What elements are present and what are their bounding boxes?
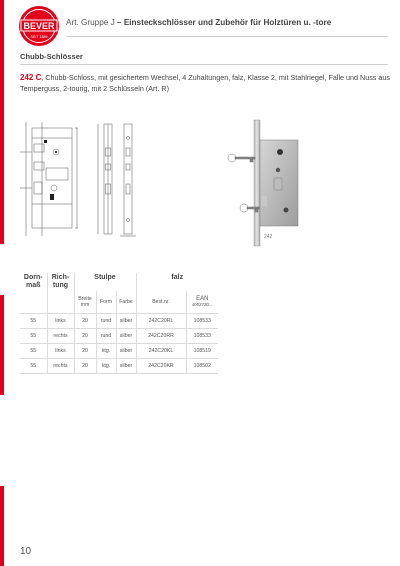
cell-dornmass: 55 <box>20 313 47 328</box>
table-row <box>20 343 218 358</box>
col-header-bestnr: Best.nr. <box>136 291 186 313</box>
section-rule <box>20 64 388 65</box>
photo-label: 242 <box>264 234 273 240</box>
cell-bestnr: 242C20RR <box>136 328 186 343</box>
cell-breite: 20 <box>74 328 96 343</box>
col-header-dornmass: Dorn-maß <box>23 274 43 289</box>
product-code: 242 C <box>20 73 42 82</box>
col-header-falz: falz <box>136 273 218 291</box>
cell-bestnr: 242C20KR <box>136 358 186 373</box>
cell-richtung: rechts <box>47 328 74 343</box>
page-number: 10 <box>20 546 32 557</box>
cell-dornmass: 55 <box>20 358 47 373</box>
cell-bestnr: 242C20RL <box>136 313 186 328</box>
art-group-code: J <box>110 18 115 27</box>
spec-table <box>20 273 218 374</box>
product-text: , Chubb-Schloss, mit gesichertem Wechsel, 4 Zuhaltungen, falz, Klasse 2, mit Stahlriegel, Falle und Nuss aus Temperguss, 2-tourig, mit 2 Schlüsseln (Art. R) <box>20 73 390 93</box>
col-header-richtung: Rich-tung <box>47 273 74 313</box>
cell-form: rund <box>96 328 116 343</box>
cell-breite: 20 <box>74 343 96 358</box>
bever-logo <box>18 5 60 47</box>
cell-richtung: rechts <box>47 358 74 373</box>
header-rule <box>66 36 388 37</box>
cell-richtung: links <box>47 343 74 358</box>
cell-form: ktg. <box>96 343 116 358</box>
cell-bestnr: 242C20KL <box>136 343 186 358</box>
ean-prefix: 4002730... <box>191 301 213 307</box>
col-header-form: Form <box>96 291 116 313</box>
cell-ean: 108533 <box>186 313 218 328</box>
cell-breite: 20 <box>74 358 96 373</box>
cell-farbe: silber <box>116 328 136 343</box>
art-group-label: Art. Gruppe <box>66 18 109 27</box>
cell-form: ktg. <box>96 358 116 373</box>
table-row <box>20 358 218 373</box>
cell-dornmass: 55 <box>20 328 47 343</box>
product-photo <box>220 118 308 250</box>
col-header-ean <box>186 291 218 313</box>
ean-label: EAN <box>196 295 209 302</box>
table-row <box>20 328 218 343</box>
product-description <box>20 73 392 94</box>
cell-ean: 108519 <box>186 343 218 358</box>
technical-drawing <box>20 118 180 242</box>
cell-farbe: silber <box>116 313 136 328</box>
cell-farbe: silber <box>116 343 136 358</box>
cell-ean: 108533 <box>186 328 218 343</box>
cell-form: rund <box>96 313 116 328</box>
col-header-breite: Breite mm <box>74 291 96 313</box>
accent-bar-bottom <box>0 486 4 566</box>
cell-breite: 20 <box>74 313 96 328</box>
accent-bar-middle <box>0 295 4 395</box>
cell-ean: 108502 <box>186 358 218 373</box>
col-header-stulpe: Stulpe <box>74 273 136 291</box>
cell-dornmass: 55 <box>20 343 47 358</box>
logo-text: BEVER <box>23 21 55 31</box>
table-row <box>20 313 218 328</box>
accent-bar-top <box>0 0 4 244</box>
header-title: – Einsteckschlösser und Zubehör für Holztüren u. -tore <box>116 18 332 27</box>
cell-richtung: links <box>47 313 74 328</box>
logo-year: SEIT 1889 <box>30 35 48 39</box>
cell-farbe: silber <box>116 358 136 373</box>
section-title: Chubb-Schlösser <box>20 52 83 61</box>
col-header-farbe: Farbe <box>116 291 136 313</box>
page-header <box>66 18 386 27</box>
